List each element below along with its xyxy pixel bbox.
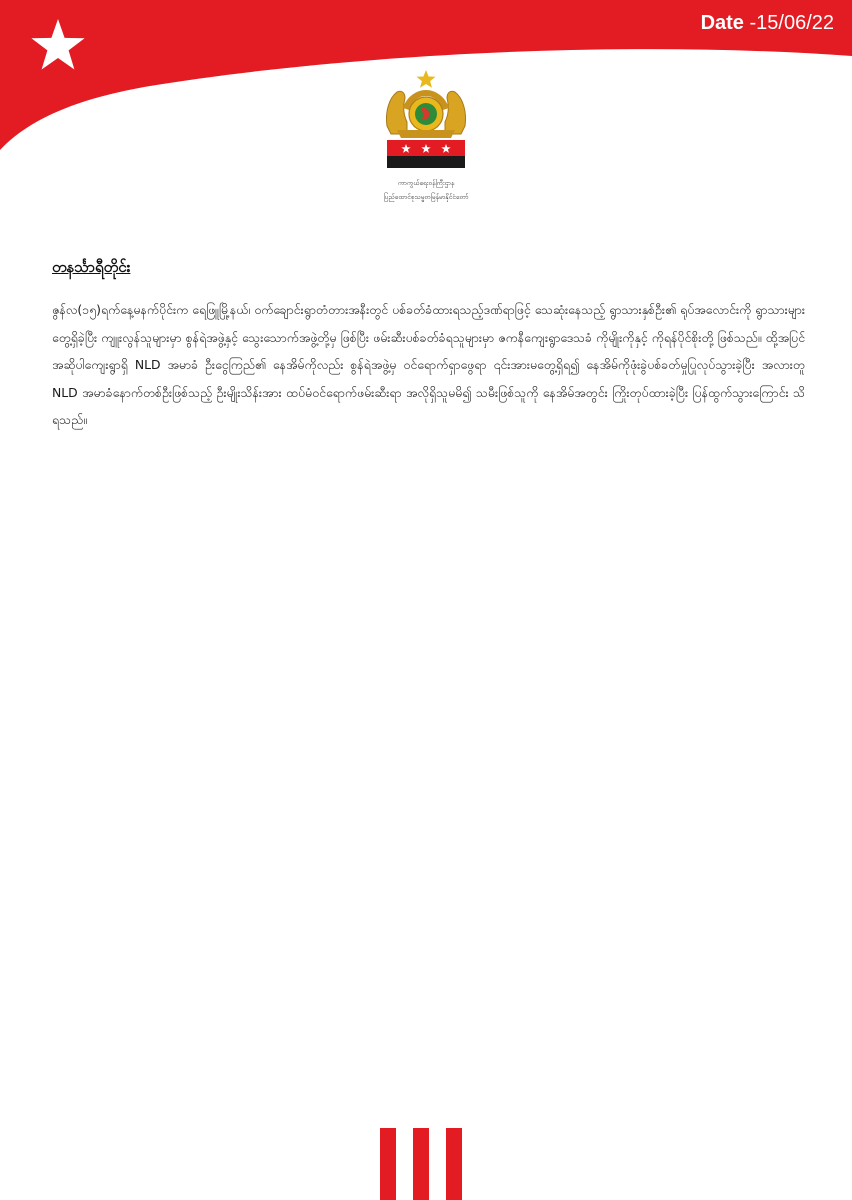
document-title: တနင်္သာရီတိုင်း: [52, 258, 131, 276]
red-stripes-icon: [376, 1128, 466, 1200]
emblem-caption-top: ကာကွယ်ရေးဝန်ကြီးဌာန: [397, 179, 455, 187]
emblem-caption-bottom: ပြည်ထောင်စုသမ္မတမြန်မာနိုင်ငံတော်: [383, 193, 469, 201]
date-stamp: [701, 12, 834, 35]
state-emblem-icon: [383, 68, 469, 172]
emblem-caption: [356, 179, 496, 203]
date-label: Date: [700, 12, 744, 34]
date-value: -15/06/22: [749, 12, 834, 34]
document-body: ဇွန်လ(၁၅)ရက်နေ့မနက်ပိုင်းက ရေဖြူမြို့နယ်၊ ဝက်ချောင်းရွာတံတားအနီးတွင် ပစ်ခတ်ခံထားရသည့်ဒဏ်ရာဖြင့် သေဆုံးနေသည့် ရွာသားနှစ်ဦး၏ ရုပ်အလောင်းကို ရွာသားများတွေ့ရှိခဲ့ပြီး ကျူးလွန်သူများမှာ စွန်ရဲအဖွဲ့နှင့် သွေးသောက်အဖွဲ့တို့မှ ဖြစ်ပြီး ဖမ်းဆီးပစ်ခတ်ခံရသူများမှာ ဇကနီကျေးရွာဒေသခံ ကိုမျိုးကိုနှင့် ကိုရန်ပိုင်စိုးတို့ ဖြစ်သည်။ ထို့အပြင် အဆိုပါကျေးရွာရှိ NLD အမာခံ ဦးငွေကြည်၏ နေအိမ်ကိုလည်း စွန်ရဲအဖွဲ့မှ ဝင်ရောက်ရှာဖွေရာ ၎င်းအားမတွေ့ရှိရ၍ နေအိမ်ကိုဖုံးခွဲပစ်ခတ်မှုပြုလုပ်သွားခဲ့ပြီး အလားတူ NLD အမာခံနောက်တစ်ဦးဖြစ်သည့် ဦးမျိုးသိန်းအား ထပ်မံဝင်ရောက်ဖမ်းဆီးရာ အလိုရှိသူမမိ၍ သမီးဖြစ်သူကို နေအိမ်အတွင်း ကြိုးတုပ်ထားခဲ့ပြီး ပြန်ထွက်သွားကြောင်း သိရသည်။: [52, 302, 805, 428]
